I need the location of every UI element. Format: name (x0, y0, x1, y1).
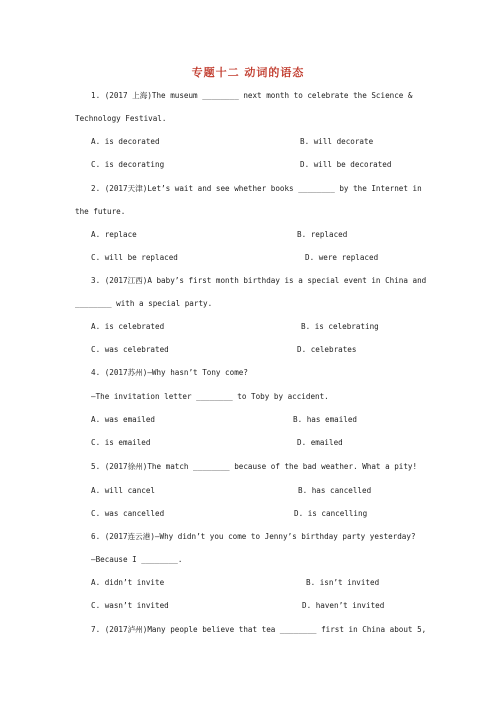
question-4-stem-cont: —The invitation letter ________ to Toby by accident. (91, 392, 329, 401)
question-6-option-d: D. haven’t invited (302, 601, 385, 610)
question-2-option-b: B. replaced (297, 230, 348, 239)
question-5-stem: 5. (2017徐州)The match ________ because of the bad weather. What a pity! (91, 462, 418, 471)
question-6-stem-cont: —Because I ________. (91, 555, 183, 564)
question-3-option-c: C. was celebrated (91, 345, 169, 354)
question-1-option-c: C. is decorating (91, 160, 165, 169)
question-1-option-a: A. is decorated (91, 137, 160, 146)
question-5-option-b: B. has cancelled (298, 486, 372, 495)
question-3-stem: 3. (2017江西)A baby’s first month birthday is a special event in China and (91, 276, 427, 285)
question-4-stem: 4. (2017苏州)—Why hasn’t Tony come? (91, 368, 248, 377)
question-2-option-c: C. will be replaced (91, 253, 178, 262)
question-4-option-b: B. has emailed (293, 415, 358, 424)
question-1-option-b: B. will decorate (300, 137, 374, 146)
question-1-stem: 1. (2017 上海)The museum ________ next month to celebrate the Science & (91, 91, 413, 100)
question-6-stem: 6. (2017连云港)—Why didn’t you come to Jenny’s birthday party yesterday? (91, 532, 416, 541)
question-5-option-a: A. will cancel (91, 486, 156, 495)
question-1-option-d: D. will be decorated (300, 160, 392, 169)
question-2-stem: 2. (2017天津)Let’s wait and see whether books ________ by the Internet in (91, 184, 422, 193)
question-2-option-d: D. were replaced (305, 253, 379, 262)
question-5-option-d: D. is cancelling (294, 509, 368, 518)
question-4-option-a: A. was emailed (91, 415, 156, 424)
question-3-option-d: D. celebrates (297, 345, 357, 354)
question-6-option-a: A. didn’t invite (91, 578, 165, 587)
question-6-option-b: B. isn’t invited (306, 578, 380, 587)
question-1-stem-cont: Technology Festival. (75, 114, 167, 123)
question-4-option-c: C. is emailed (91, 438, 151, 447)
question-3-option-a: A. is celebrated (91, 322, 165, 331)
question-5-option-c: C. was cancelled (91, 509, 165, 518)
question-6-option-c: C. wasn’t invited (91, 601, 169, 610)
question-2-stem-cont: the future. (75, 207, 126, 216)
question-2-option-a: A. replace (91, 230, 137, 239)
page-title: 专题十二 动词的语态 (191, 66, 305, 79)
question-7-stem: 7. (2017泸州)Many people believe that tea ________ first in China about 5, (91, 625, 427, 634)
question-3-stem-cont: ________ with a special party. (75, 299, 213, 308)
question-3-option-b: B. is celebrating (301, 322, 379, 331)
question-4-option-d: D. emailed (297, 438, 343, 447)
